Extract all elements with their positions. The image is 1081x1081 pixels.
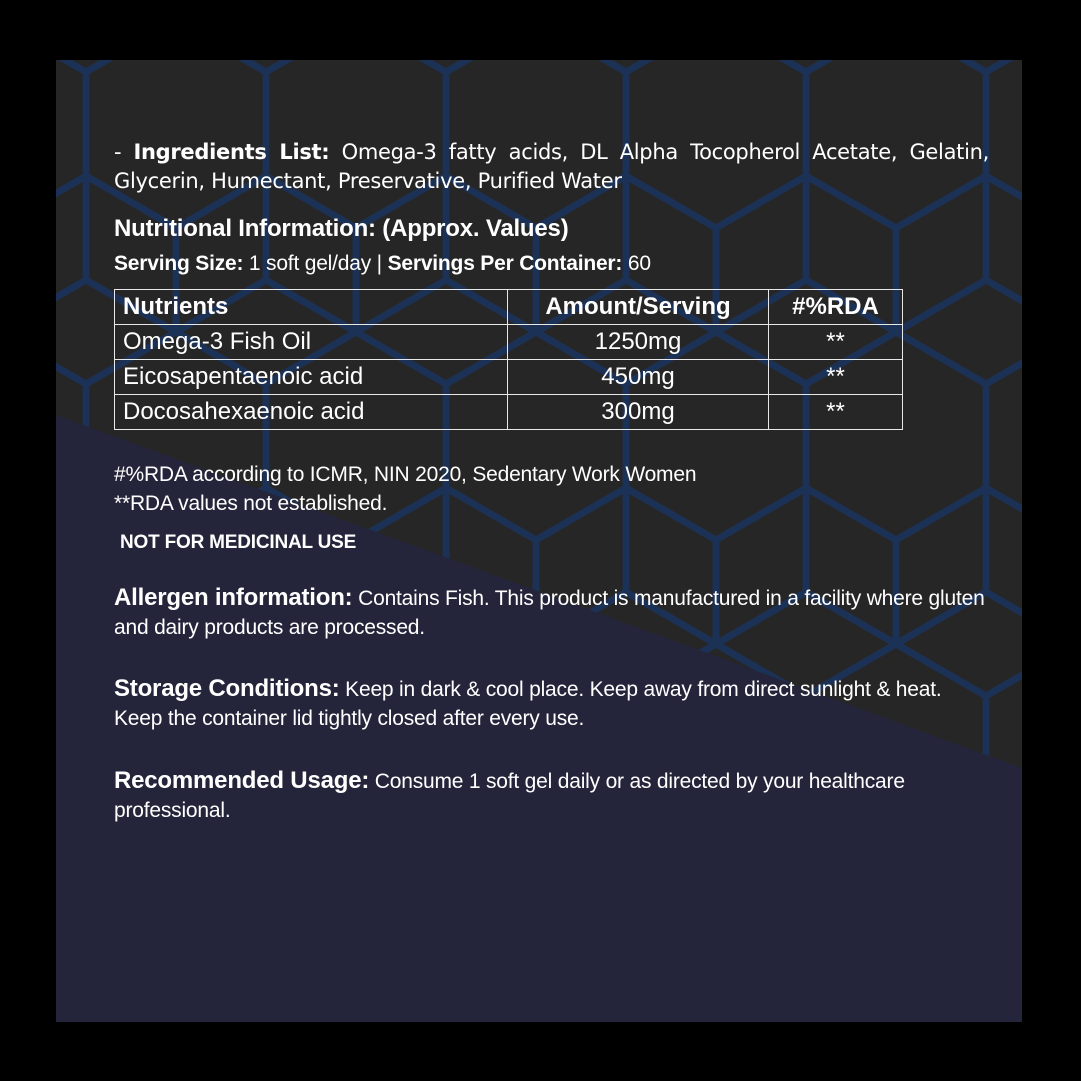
- table-row: [115, 360, 903, 395]
- nutrient-rda: **: [769, 395, 903, 430]
- rda-missing-note: **RDA values not established.: [114, 492, 388, 515]
- label-panel: [56, 60, 1022, 1022]
- ingredients-label: Ingredients List:: [133, 140, 330, 164]
- recommended-usage: [114, 766, 994, 825]
- nutrient-rda: **: [769, 360, 903, 395]
- servings-per-container-value: 60: [622, 252, 651, 275]
- rda-footnotes: [114, 460, 696, 518]
- usage-text: Consume 1 soft gel daily or as directed by your healthcare professional.: [114, 770, 905, 822]
- nutrition-table: [114, 289, 903, 430]
- allergen-info: [114, 583, 994, 642]
- ingredients-prefix: -: [114, 140, 134, 164]
- ingredients-list: [114, 138, 989, 196]
- nutrient-amount: 300mg: [508, 395, 769, 430]
- nutrition-title: Nutritional Information: (Approx. Values): [114, 215, 569, 242]
- allergen-text: Contains Fish. This product is manufactured in a facility where gluten and dairy products are processed.: [114, 587, 985, 639]
- not-medicinal-warning: NOT FOR MEDICINAL USE: [120, 532, 357, 553]
- nutrient-amount: 1250mg: [508, 325, 769, 360]
- storage-text: Keep in dark & cool place. Keep away from direct sunlight & heat. Keep the container lid tightly closed after every use.: [114, 678, 942, 730]
- nutrient-name: Eicosapentaenoic acid: [115, 360, 508, 395]
- usage-label: Recommended Usage:: [114, 767, 370, 794]
- ingredients-text: Omega-3 fatty acids, DL Alpha Tocopherol Acetate, Gelatin, Glycerin, Humectant, Preservative, Purified Water: [114, 140, 989, 193]
- serving-info: [114, 252, 651, 276]
- header-rda: #%RDA: [769, 290, 903, 325]
- serving-size-value: 1 soft gel/day |: [243, 252, 388, 275]
- rda-source-note: #%RDA according to ICMR, NIN 2020, Sedentary Work Women: [114, 463, 697, 486]
- serving-size-label: Serving Size:: [114, 252, 244, 275]
- table-row: [115, 395, 903, 430]
- nutrient-name: Docosahexaenoic acid: [115, 395, 508, 430]
- header-nutrients: Nutrients: [115, 290, 508, 325]
- allergen-label: Allergen information:: [114, 584, 353, 611]
- table-header-row: [115, 290, 903, 325]
- storage-conditions: [114, 674, 994, 733]
- servings-per-container-label: Servings Per Container:: [387, 252, 623, 275]
- nutrient-name: Omega-3 Fish Oil: [115, 325, 508, 360]
- table-row: [115, 325, 903, 360]
- nutrient-amount: 450mg: [508, 360, 769, 395]
- nutrient-rda: **: [769, 325, 903, 360]
- storage-label: Storage Conditions:: [114, 675, 340, 702]
- header-amount: Amount/Serving: [508, 290, 769, 325]
